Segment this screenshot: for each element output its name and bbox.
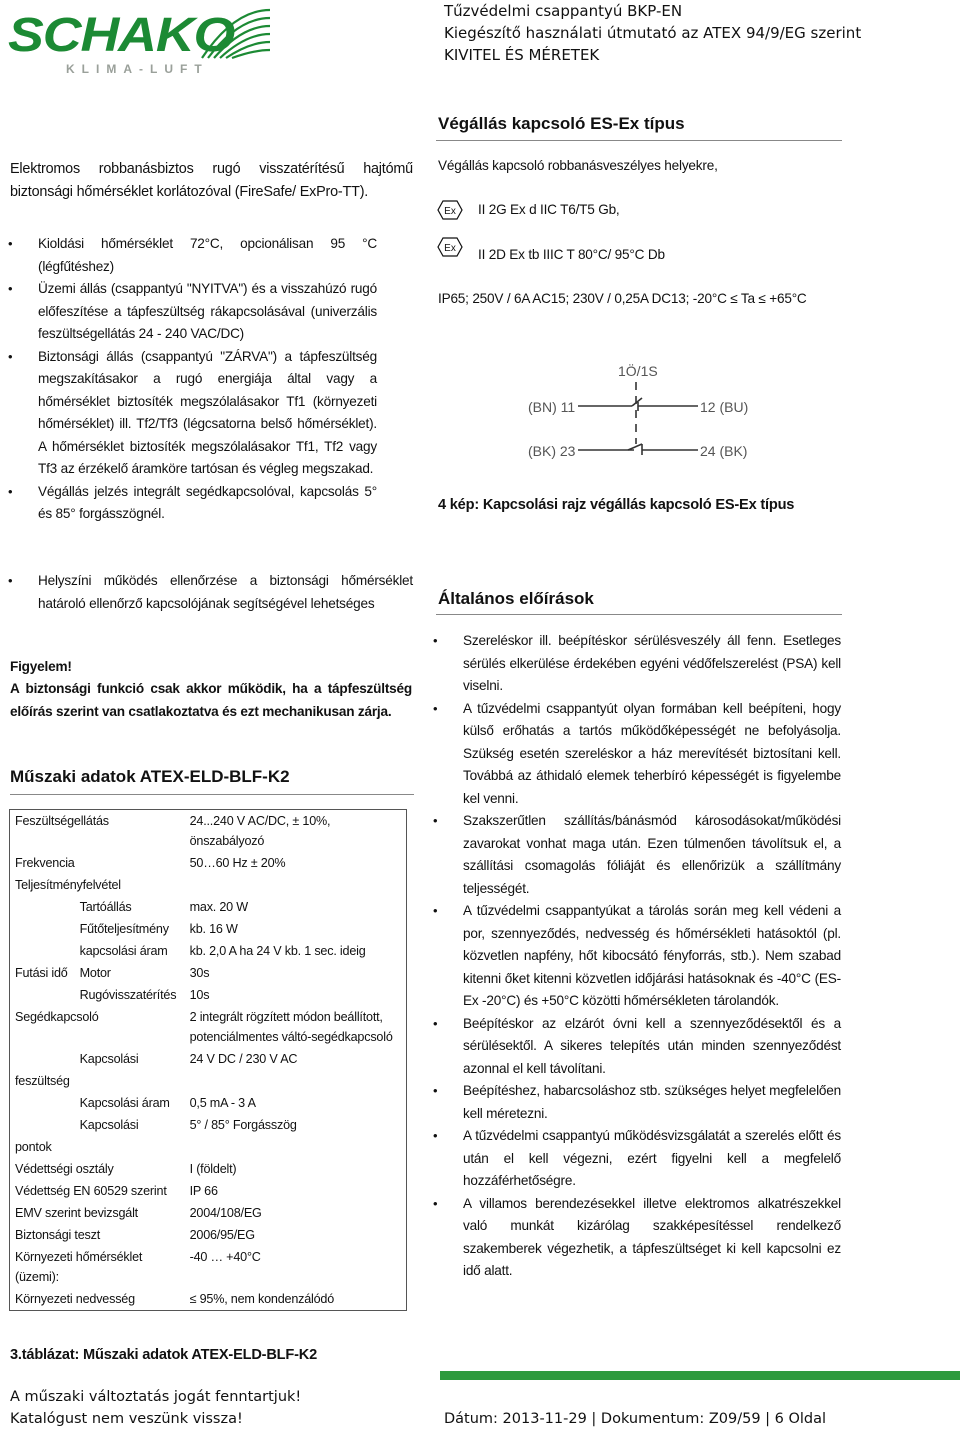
ex-gas-rating: II 2G Ex d IIC T6/T5 Gb, xyxy=(478,202,620,217)
table-cell: -40 … +40°C xyxy=(189,1250,261,1264)
warning-title: Figyelem! xyxy=(10,659,72,674)
table-cell: Védettségi osztály xyxy=(15,1162,114,1176)
table-row xyxy=(10,1246,407,1288)
footer-doc-info: Dátum: 2013-11-29 | Dokumentum: Z09/59 | 6 Oldal xyxy=(444,1411,827,1427)
list-item: • Szakszerűtlen szállítás/bánásmód károsodásokat/működési zavarokat vonhat maga után. Ezen túlmenően távolítsuk el, a szállítási csomagolás fóliáját és ellenőrizük a szállítmány teljességét. xyxy=(425,810,841,900)
table-cell: 24 V DC / 230 V AC xyxy=(189,1052,298,1066)
header-guide: Kiegészítő használati útmutató az ATEX 94/9/EG szerint xyxy=(444,24,862,42)
list-item: • Helyszíni működés ellenőrzése a biztonsági hőmérséklet határoló ellenőrző kapcsolójának segítségével lehetséges xyxy=(0,570,413,615)
es-ex-intro: Végállás kapcsoló robbanásveszélyes helyekre, xyxy=(438,158,718,173)
table-cell xyxy=(185,874,407,896)
table-cell xyxy=(10,896,75,918)
table-caption: 3.táblázat: Műszaki adatok ATEX-ELD-BLF-K2 xyxy=(10,1347,318,1363)
table-cell xyxy=(10,918,75,940)
table-cell: Kapcsolási áram xyxy=(79,1096,170,1110)
general-list xyxy=(425,630,841,1283)
table-cell xyxy=(10,940,75,962)
ip-rating: IP65; 250V / 6A AC15; 230V / 0,25A DC13; -20°C ≤ Ta ≤ +65°C xyxy=(438,291,807,306)
table-cell: Környezeti nedvesség xyxy=(15,1292,135,1306)
tech-title-rule xyxy=(10,794,414,795)
table-cell: kapcsolási áram xyxy=(79,944,168,958)
table-row xyxy=(10,918,407,940)
table-cell xyxy=(185,1136,407,1158)
diagram-terminal-23: (BK) 23 xyxy=(528,443,576,459)
warning-text: A biztonsági funkció csak akkor működik, ha a tápfeszültség előírás szerint van csatlakoztatva és ezt mechanikusan zárja. xyxy=(10,681,412,719)
footer-rights: A műszaki változtatás jogát fenntartjuk! xyxy=(10,1389,302,1405)
table-cell xyxy=(75,1070,185,1092)
general-rule xyxy=(436,614,842,615)
es-ex-title: Végállás kapcsoló ES-Ex típus xyxy=(438,114,685,133)
table-cell: 0,5 mA - 3 A xyxy=(189,1096,256,1110)
spec-table xyxy=(9,809,407,1311)
table-cell xyxy=(75,852,185,874)
es-ex-rule xyxy=(436,140,842,141)
feature-list xyxy=(0,233,377,526)
table-row xyxy=(10,1288,407,1311)
list-item: • A tűzvédelmi csappantyúkat a tárolás során meg kell védeni a por, szennyeződés, nedvesség és hőmérsékleti hatásoktól (pl. közvetlen napfény, hőt kibocsátó fényforrás, stb.). Nem szabad kitenni őket kitenni közvetlen időjárási hatásoknak és -40°C (ES-Ex -20°C) és +50°C közötti hőmérsékleten tárolandók. xyxy=(425,900,841,1013)
table-cell: max. 20 W xyxy=(189,900,248,914)
list-item: • Beépítéskor az elzárót óvni kell a szennyeződésektől és a sérülésektől. A sikeres telepítés után minden szennyeződést azonnal el kell távolítani. xyxy=(425,1013,841,1081)
table-cell: EMV szerint bevizsgált xyxy=(15,1206,138,1220)
table-cell: Futási idő xyxy=(15,966,68,980)
table-cell: Motor xyxy=(79,966,111,980)
table-cell: feszültség xyxy=(15,1074,70,1088)
check-list xyxy=(0,570,413,615)
table-cell xyxy=(10,1048,75,1070)
table-cell: 50…60 Hz ± 20% xyxy=(189,856,286,870)
table-row xyxy=(10,1114,407,1136)
table-cell: Fűtőteljesítmény xyxy=(79,922,169,936)
table-cell: Tartóállás xyxy=(79,900,132,914)
table-cell: Kapcsolási xyxy=(79,1052,139,1066)
general-title: Általános előírások xyxy=(438,589,594,608)
table-cell: Teljesítményfelvétel xyxy=(15,878,121,892)
tech-data-title: Műszaki adatok ATEX-ELD-BLF-K2 xyxy=(10,767,290,786)
diagram-switch-label: 1Ö/1S xyxy=(618,363,658,379)
list-item: • Szereléskor ill. beépítéskor sérülésveszély áll fenn. Esetleges sérülés elkerülése érdekében egyéni védőfelszerelést (PSA) kell viselni. xyxy=(425,630,841,698)
ex-hexagon-icon xyxy=(437,200,463,220)
table-row xyxy=(10,1224,407,1246)
ex-icon-label: Ex xyxy=(444,243,456,254)
table-row xyxy=(10,940,407,962)
footer-catalog: Katalógust nem veszünk vissza! xyxy=(10,1411,243,1427)
table-cell xyxy=(185,1070,407,1092)
diagram-terminal-24: 24 (BK) xyxy=(700,443,748,459)
figure-caption: 4 kép: Kapcsolási rajz végállás kapcsoló ES-Ex típus xyxy=(438,497,795,513)
table-cell: Feszültségellátás xyxy=(15,814,109,828)
ex-icon-label: Ex xyxy=(444,206,456,217)
table-cell: IP 66 xyxy=(189,1184,218,1198)
table-row xyxy=(10,1048,407,1070)
list-item: • A tűzvédelmi csappantyú működésvizsgálatát a szerelés előtt és után el kell végezni, ezért figyelni kell a megfelelő hozzáférhetőségre. xyxy=(425,1125,841,1193)
table-row xyxy=(10,1070,407,1092)
diagram-terminal-11: (BN) 11 xyxy=(528,399,576,415)
table-row xyxy=(10,810,407,853)
table-row xyxy=(10,1136,407,1158)
header-product: Tűzvédelmi csappantyú BKP-EN xyxy=(444,2,683,20)
table-row xyxy=(10,1158,407,1180)
table-row xyxy=(10,1202,407,1224)
logo-wordmark: SCHAKO xyxy=(8,9,235,62)
table-row xyxy=(10,896,407,918)
table-row xyxy=(10,962,407,984)
table-cell: 30s xyxy=(189,966,210,980)
table-cell: Rugóvisszatérítés xyxy=(79,988,177,1002)
list-item: • A tűzvédelmi csappantyút olyan formában kell beépíteni, hogy külső erőhatás a tartós működőképességét ne befolyásolja. Szükség esetén szereléskor a ház merevítését biztosítani kell. Továbbá az áthidaló elemek teherbíró képességét is figyelembe kel venni. xyxy=(425,698,841,811)
schako-logo xyxy=(8,6,270,80)
table-cell: 5° / 85° Forgásszög xyxy=(189,1118,297,1132)
table-cell: 2004/108/EG xyxy=(189,1206,262,1220)
header-section: KIVITEL ÉS MÉRETEK xyxy=(444,46,600,64)
table-cell: 10s xyxy=(189,988,210,1002)
ex-dust-rating: II 2D Ex tb IIIC T 80°C/ 95°C Db xyxy=(478,247,665,262)
table-cell xyxy=(10,984,75,1006)
table-row xyxy=(10,1092,407,1114)
list-item: • Üzemi állás (csappantyú "NYITVA") és a visszahúzó rugó előfeszítése a tápfeszültség rákapcsolásával (univerzális feszültségellátás 24 - 240 VAC/DC) xyxy=(0,278,377,346)
table-cell: kb. 16 W xyxy=(189,922,238,936)
logo-swoosh-icon xyxy=(194,6,274,66)
table-row xyxy=(10,984,407,1006)
table-cell xyxy=(75,1136,185,1158)
table-cell: pontok xyxy=(15,1140,52,1154)
table-cell: I (földelt) xyxy=(189,1162,237,1176)
logo-subtitle: KLIMA-LUFT xyxy=(66,62,209,76)
list-item: • Kioldási hőmérséklet 72°C, opcionálisan 95 °C (légfűtéshez) xyxy=(0,233,377,278)
table-cell xyxy=(10,1114,75,1136)
table-cell: ≤ 95%, nem kondenzálódó xyxy=(189,1292,335,1306)
list-item: • Biztonsági állás (csappantyú "ZÁRVA") a tápfeszültség megszakításakor a rugó energiája által vagy a hőmérséklet biztosíték megszólalásakor Tf1 (környezeti hőmérséklet) ill. Tf2/Tf3 (légcsatorna belső hőmérséklet). A hőmérséklet biztosíték megszólalásakor Tf1, Tf2 vagy Tf3 az érzékelő áramköre tartósan és végleg megszakad. xyxy=(0,346,377,481)
table-cell: Frekvencia xyxy=(15,856,75,870)
wiring-diagram xyxy=(520,356,760,468)
intro-text: Elektromos robbanásbiztos rugó visszatérítésű hajtómű biztonsági hőmérséklet korlátozóval (FireSafe/ ExPro-TT). xyxy=(10,161,413,200)
table-cell: Kapcsolási xyxy=(79,1118,139,1132)
table-cell: 24...240 V AC/DC, ± 10%, önszabályozó xyxy=(189,814,331,848)
table-cell xyxy=(10,1092,75,1114)
table-cell: Segédkapcsoló xyxy=(15,1010,99,1024)
table-cell: Környezeti hőmérséklet (üzemi): xyxy=(15,1250,143,1284)
table-cell: 2 integrált rögzített módon beállított, potenciálmentes váltó-segédkapcsoló xyxy=(189,1010,393,1044)
table-row xyxy=(10,852,407,874)
list-item: • Beépítéshez, habarcsoláshoz stb. szükséges helyet megfelelően kell méretezni. xyxy=(425,1080,841,1125)
table-cell: Biztonsági teszt xyxy=(15,1228,100,1242)
footer-green-bar xyxy=(440,1371,960,1380)
list-item: • Végállás jelzés integrált segédkapcsolóval, kapcsolás 5° és 85° forgásszögnél. xyxy=(0,481,377,526)
table-cell: kb. 2,0 A ha 24 V kb. 1 sec. ideig xyxy=(189,944,366,958)
table-row xyxy=(10,1180,407,1202)
list-item: • A villamos berendezésekkel illetve elektromos alkatrészekkel való munkát kizárólag szakképesítéssel rendelkező szakemberek végezhetik, a tápfeszültséget ki kell kapcsolni ez idő alatt. xyxy=(425,1193,841,1283)
diagram-contacts xyxy=(578,382,698,455)
ex-hexagon-icon xyxy=(437,237,463,257)
table-row xyxy=(10,1006,407,1048)
table-row xyxy=(10,874,407,896)
diagram-terminal-12: 12 (BU) xyxy=(700,399,749,415)
table-cell: 2006/95/EG xyxy=(189,1228,255,1242)
table-cell: Védettség EN 60529 szerint xyxy=(15,1184,167,1198)
